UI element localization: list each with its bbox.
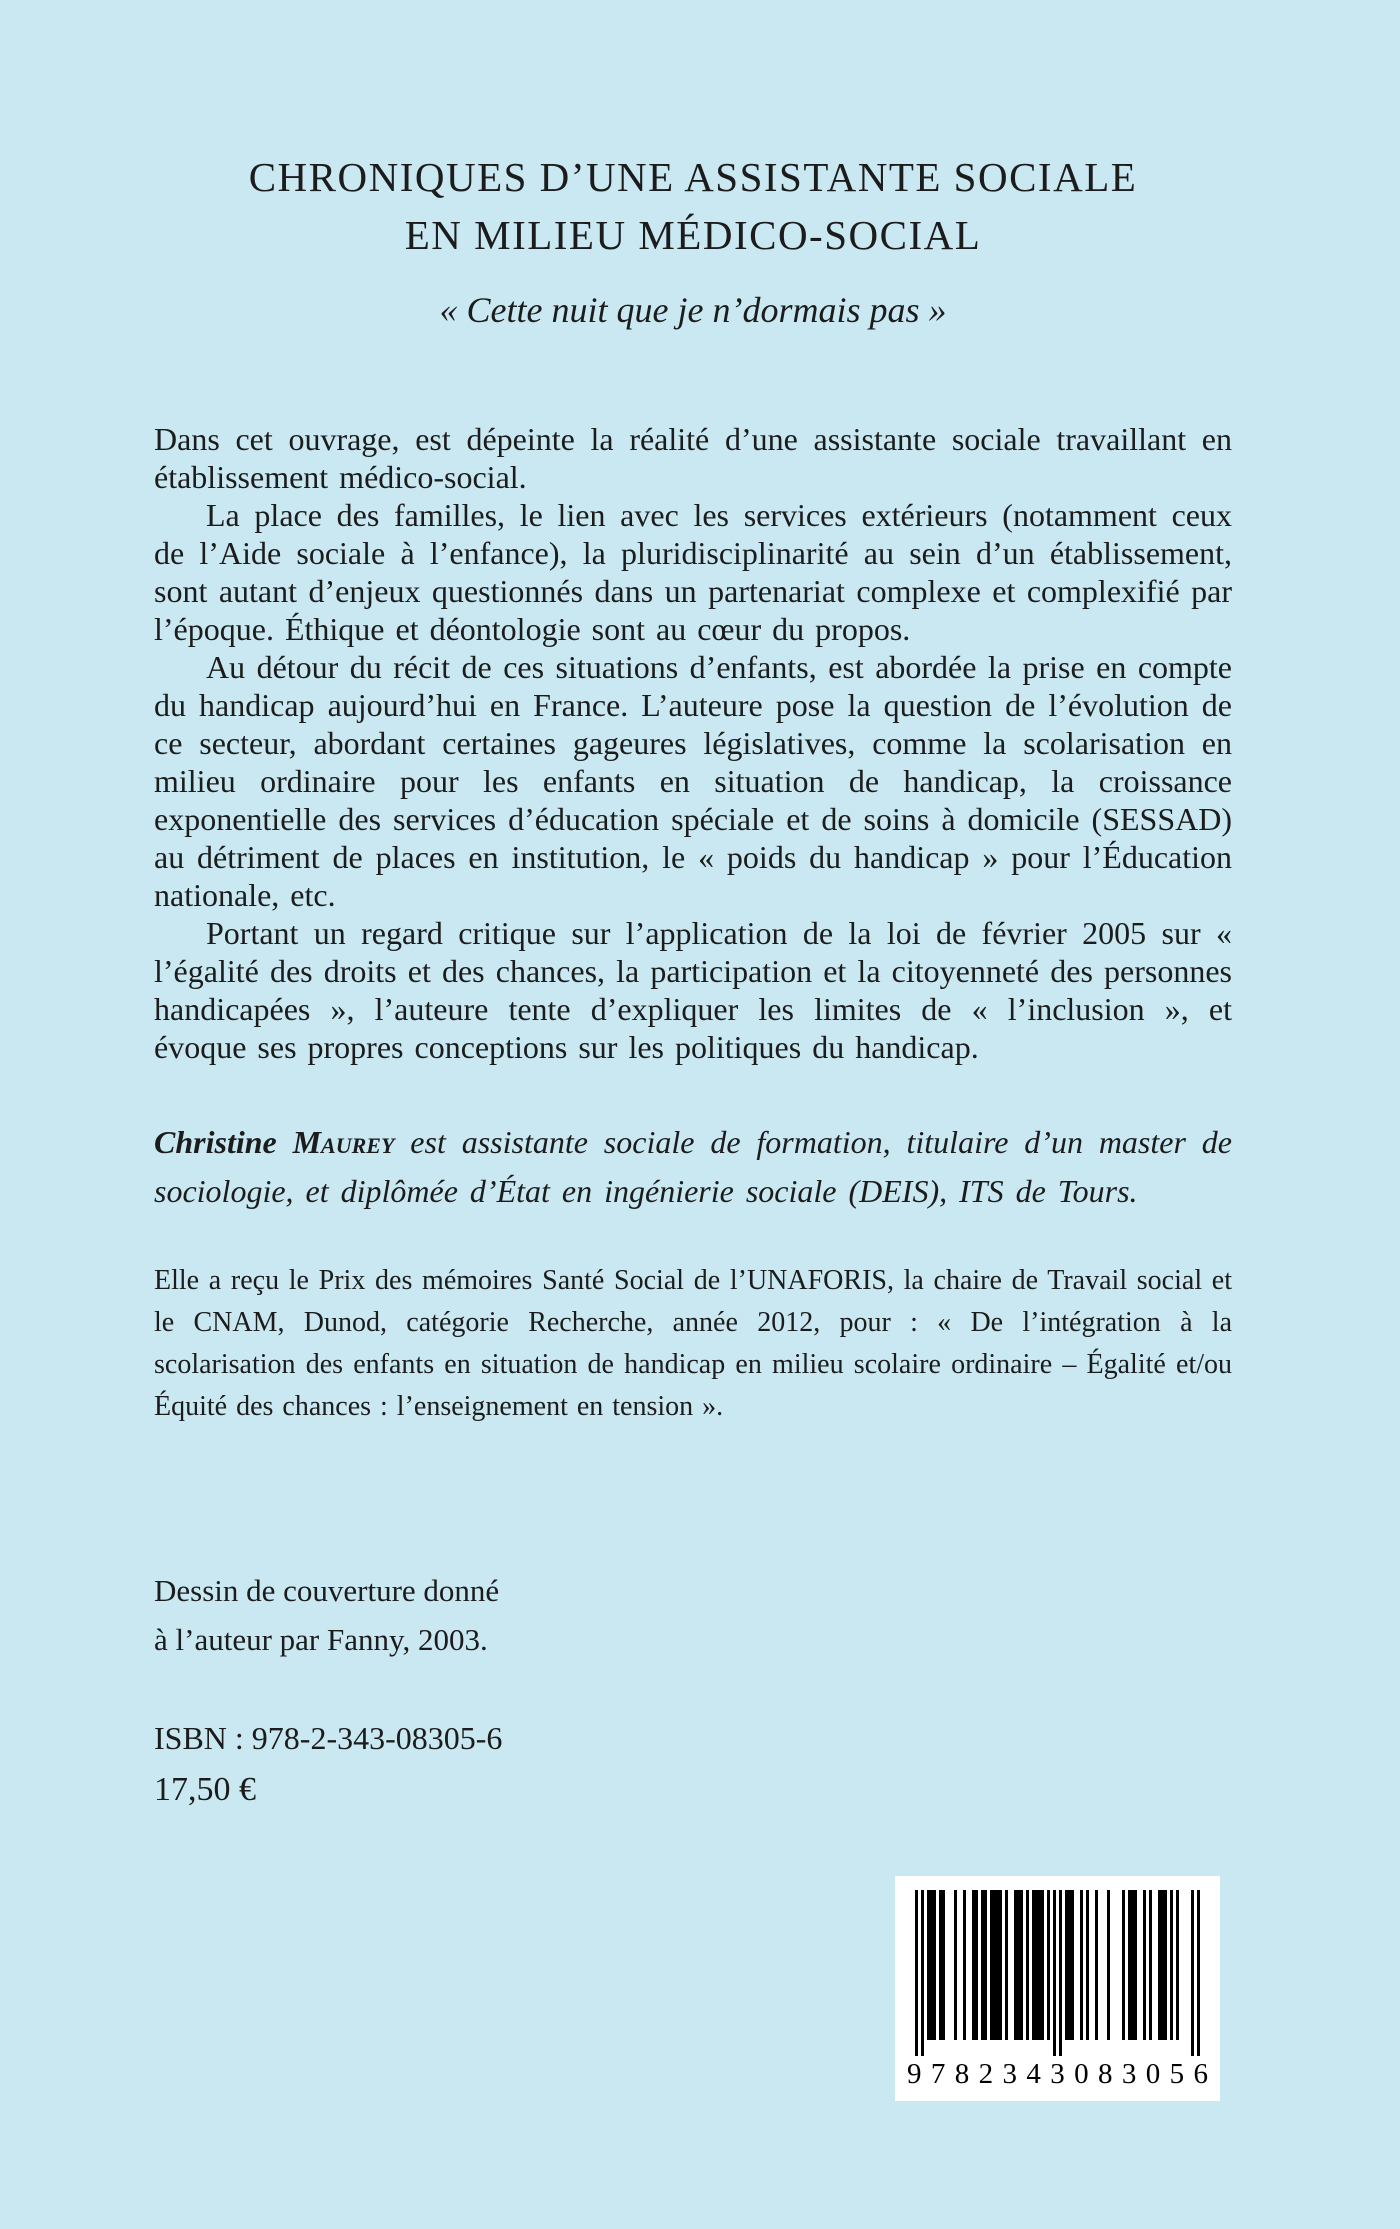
- barcode-digit: 3: [1002, 2058, 1017, 2090]
- barcode: [895, 1876, 1220, 2101]
- cover-art-credit-line1: Dessin de couverture donné: [154, 1573, 500, 1608]
- barcode-number: [907, 2057, 1208, 2091]
- cover-art-credit-line2: à l’auteur par Fanny, 2003.: [154, 1622, 488, 1657]
- barcode-digit: 9: [907, 2058, 922, 2090]
- barcode-digit: 8: [1098, 2058, 1113, 2090]
- price: 17,50 €: [154, 1771, 256, 1808]
- author-first-name: Christine: [154, 1124, 277, 1160]
- barcode-digit: 3: [1050, 2058, 1065, 2090]
- synopsis-paragraph-4: Portant un regard critique sur l’application de la loi de février 2005 sur « l’égalité des droits et des chances, la participation et la citoyenneté des personnes handicapées », l’auteure tente d’expliquer les limites de « l’inclusion », et évoque ses propres conceptions sur les politiques du handicap.: [154, 915, 1232, 1065]
- isbn: ISBN : 978-2-343-08305-6: [154, 1720, 503, 1756]
- author-last-name: Maurey: [292, 1124, 395, 1160]
- synopsis-paragraph-2: La place des familles, le lien avec les services extérieurs (notamment ceux de l’Aide sociale à l’enfance), la pluridisciplinarité au sein d’un établissement, sont autant d’enjeux questionnés dans un partenariat complexe et complexifié par l’époque. Éthique et déontologie sont au cœur du propos.: [154, 497, 1232, 647]
- barcode-digit: 8: [954, 2058, 970, 2090]
- book-subtitle: « Cette nuit que je n’dormais pas »: [439, 290, 947, 330]
- book-title-line2: EN MILIEU MÉDICO-SOCIAL: [404, 212, 982, 258]
- author-bio: [154, 1118, 1232, 1216]
- cover-art-credit: [154, 1566, 1232, 1664]
- barcode-digit: 5: [1169, 2058, 1185, 2090]
- barcode-digit: 0: [1074, 2058, 1089, 2090]
- synopsis: [154, 420, 1232, 1066]
- book-title-line1: CHRONIQUES D’UNE ASSISTANTE SOCIALE: [248, 154, 1138, 200]
- barcode-bars: [907, 1890, 1208, 2056]
- author-bio-text: est assistante sociale de formation, titulaire d’un master de sociologie, et diplômée d’État en ingénierie sociale (DEIS), ITS de Tours.: [154, 1124, 1233, 1209]
- barcode-digit: 2: [978, 2058, 994, 2090]
- barcode-digit: 6: [1193, 2058, 1208, 2090]
- award-note: Elle a reçu le Prix des mémoires Santé Social de l’UNAFORIS, la chaire de Travail social et le CNAM, Dunod, catégorie Recherche, année 2012, pour : « De l’intégration à la scolarisation des enfants en situation de handicap en milieu scolaire ordinaire – Égalité et/ou Équité des chances : l’enseignement en tension ».: [154, 1265, 1232, 1422]
- barcode-digit: 0: [1145, 2058, 1161, 2090]
- barcode-digit: 4: [1026, 2058, 1041, 2090]
- barcode-digit: 7: [930, 2058, 946, 2090]
- book-title: [154, 148, 1232, 264]
- synopsis-paragraph-1: Dans cet ouvrage, est dépeinte la réalité d’une assistante sociale travaillant en établissement médico-social.: [154, 421, 1232, 495]
- barcode-digit: 3: [1121, 2058, 1137, 2090]
- synopsis-paragraph-3: Au détour du récit de ces situations d’enfants, est abordée la prise en compte du handicap aujourd’hui en France. L’auteure pose la question de l’évolution de ce secteur, abordant certaines gageures législatives, comme la scolarisation en milieu ordinaire pour les enfants en situation de handicap, la croissance exponentielle des services d’éducation spéciale et de soins à domicile (SESSAD) au détriment de places en institution, le « poids du handicap » pour l’Éducation nationale, etc.: [154, 649, 1232, 913]
